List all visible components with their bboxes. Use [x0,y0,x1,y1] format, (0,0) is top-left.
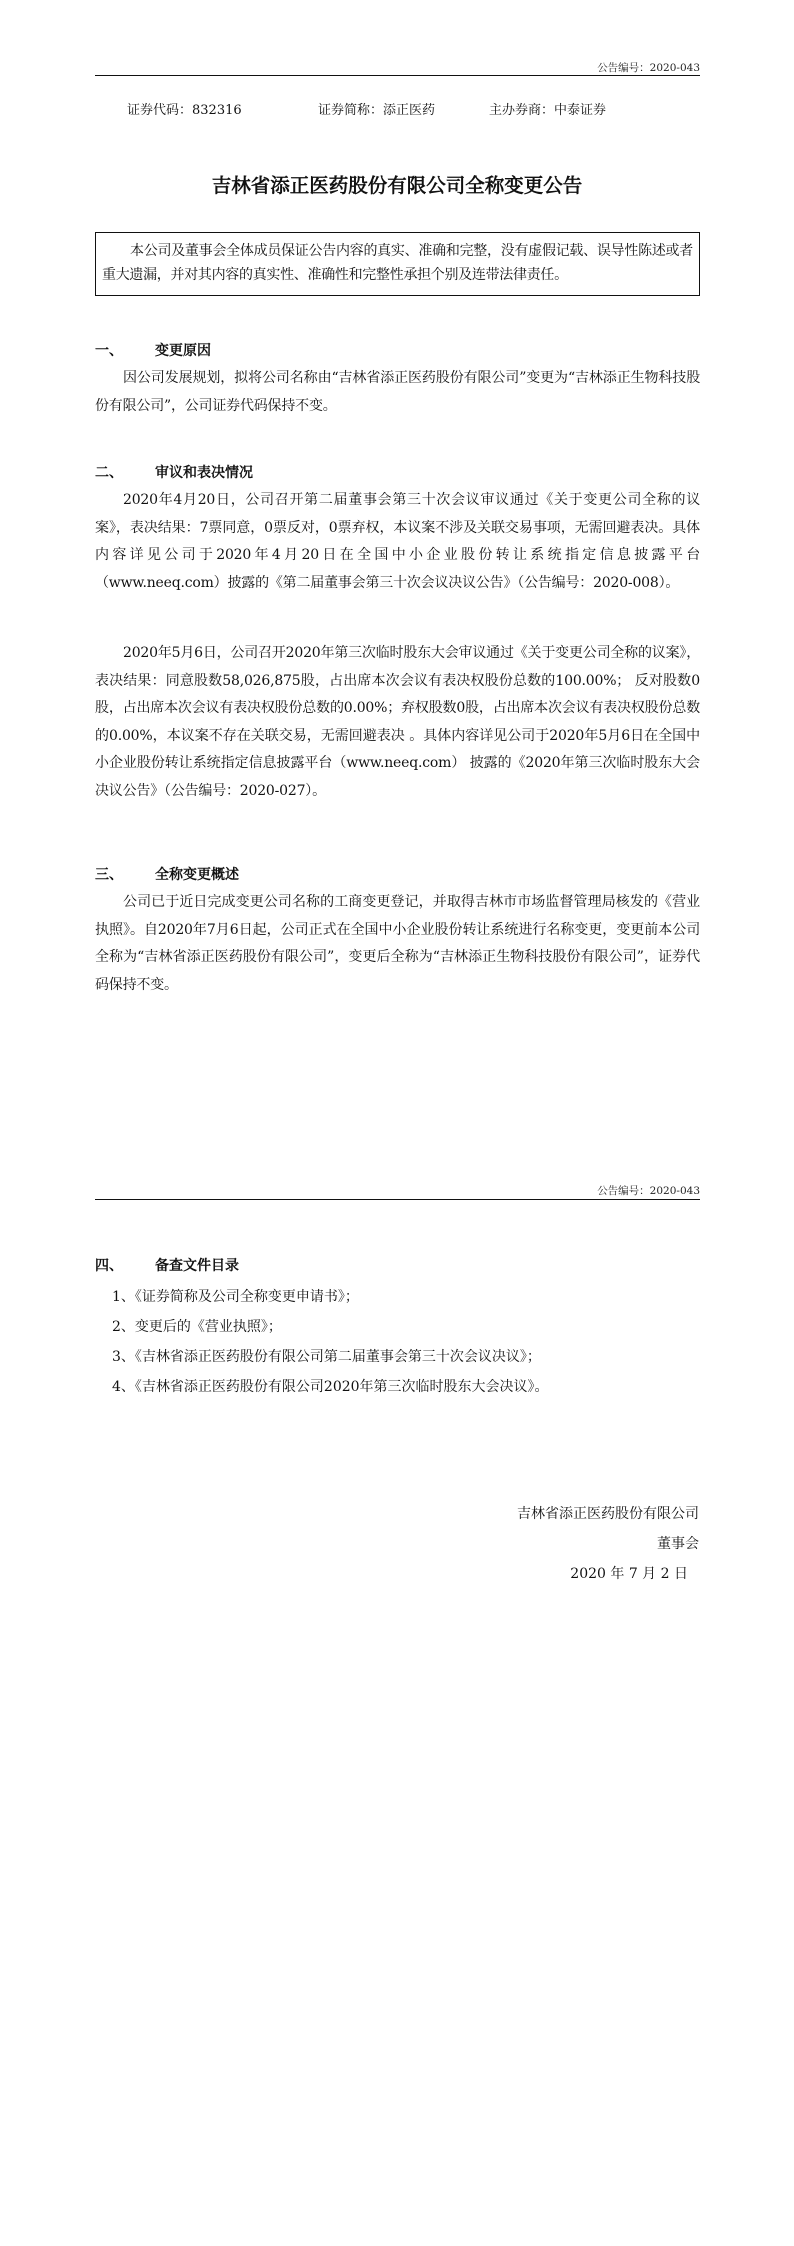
section-3-number: 三、 [95,867,123,883]
section-2-heading [95,462,253,482]
section-4-title: 备查文件目录 [155,1258,239,1274]
announcement-number: 公告编号：2020-043 [597,62,700,74]
page-title: 吉林省添正医药股份有限公司全称变更公告 [211,174,583,197]
reference-item-2: 2、变更后的《营业执照》； [112,1319,282,1335]
signature-date: 2020 年 7 月 2 日 [570,1566,688,1582]
sponsor-broker: 主办券商：中泰证券 [489,103,607,118]
section-1-heading [95,340,211,360]
section-1-number: 一、 [95,343,123,359]
section-2-number: 二、 [95,465,123,481]
reference-item-3: 3、《吉林省添正医药股份有限公司第二届董事会第三十次会议决议》； [112,1349,541,1365]
reference-item-4: 4、《吉林省添正医药股份有限公司2020年第三次临时股东大会决议》。 [112,1379,549,1395]
header-rule [95,1199,700,1200]
section-3-title: 全称变更概述 [155,867,239,883]
security-short-name: 证券简称：添正医药 [318,103,436,118]
section-2-paragraph-1: 2020年4月20日，公司召开第二届董事会第三十次会议审议通过《关于变更公司全称的议案》，表决结果：7票同意，0票反对，0票弃权，本议案不涉及关联交易事项，无需回避表决。具体内容详见公司于2020年4月20日在全国中小企业股份转让系统指定信息披露平台（www.neeq.com）披露的《第二届董事会第三十次会议决议公告》（公告编号：2020-008）。 [95,492,700,591]
section-3-paragraph: 公司已于近日完成变更公司名称的工商变更登记，并取得吉林市市场监督管理局核发的《营业执照》。自2020年7月6日起，公司正式在全国中小企业股份转让系统进行名称变更，变更前本公司全称为“吉林省添正医药股份有限公司”，变更后全称为“吉林添正生物科技股份有限公司”，证券代码保持不变。 [95,894,700,993]
section-2-paragraph-2: 2020年5月6日，公司召开2020年第三次临时股东大会审议通过《关于变更公司全称的议案》，表决结果：同意股数58,026,875股，占出席本次会议有表决权股份总数的100.00%； 反对股数0股，占出席本次会议有表决权股份总数的0.00%；弃权股数0股，占出席本次会议有表决权股份总数的0.00%，本议案不存在关联交易，无需回避表决 。具体内容详见公司于2020年5月6日在全国中小企业股份转让系统指定信息披露平台（www.neeq.com） 披露的《2020年第三次临时股东大会决议公告》（公告编号：2020-027）。 [95,645,700,799]
header-rule [95,75,700,76]
section-4-number: 四、 [95,1258,123,1274]
section-4-heading [95,1255,239,1275]
page-2 [0,1123,794,2246]
reference-item-1: 1、《证券简称及公司全称变更申请书》； [112,1289,359,1305]
section-1-title: 变更原因 [155,343,211,359]
disclaimer-text: 本公司及董事会全体成员保证公告内容的真实、准确和完整，没有虚假记载、误导性陈述或者重大遗漏，并对其内容的真实性、准确性和完整性承担个别及连带法律责任。 [102,243,693,283]
disclaimer-box [95,232,700,296]
section-1-paragraph: 因公司发展规划，拟将公司名称由“吉林省添正医药股份有限公司”变更为“吉林添正生物科技股份有限公司”，公司证券代码保持不变。 [95,370,700,414]
signature-company: 吉林省添正医药股份有限公司 [517,1506,699,1522]
signature-board: 董事会 [657,1536,699,1552]
announcement-number: 公告编号：2020-043 [597,1185,700,1197]
section-3-heading [95,864,239,884]
section-2-title: 审议和表决情况 [155,465,253,481]
security-code: 证券代码：832316 [127,103,242,118]
